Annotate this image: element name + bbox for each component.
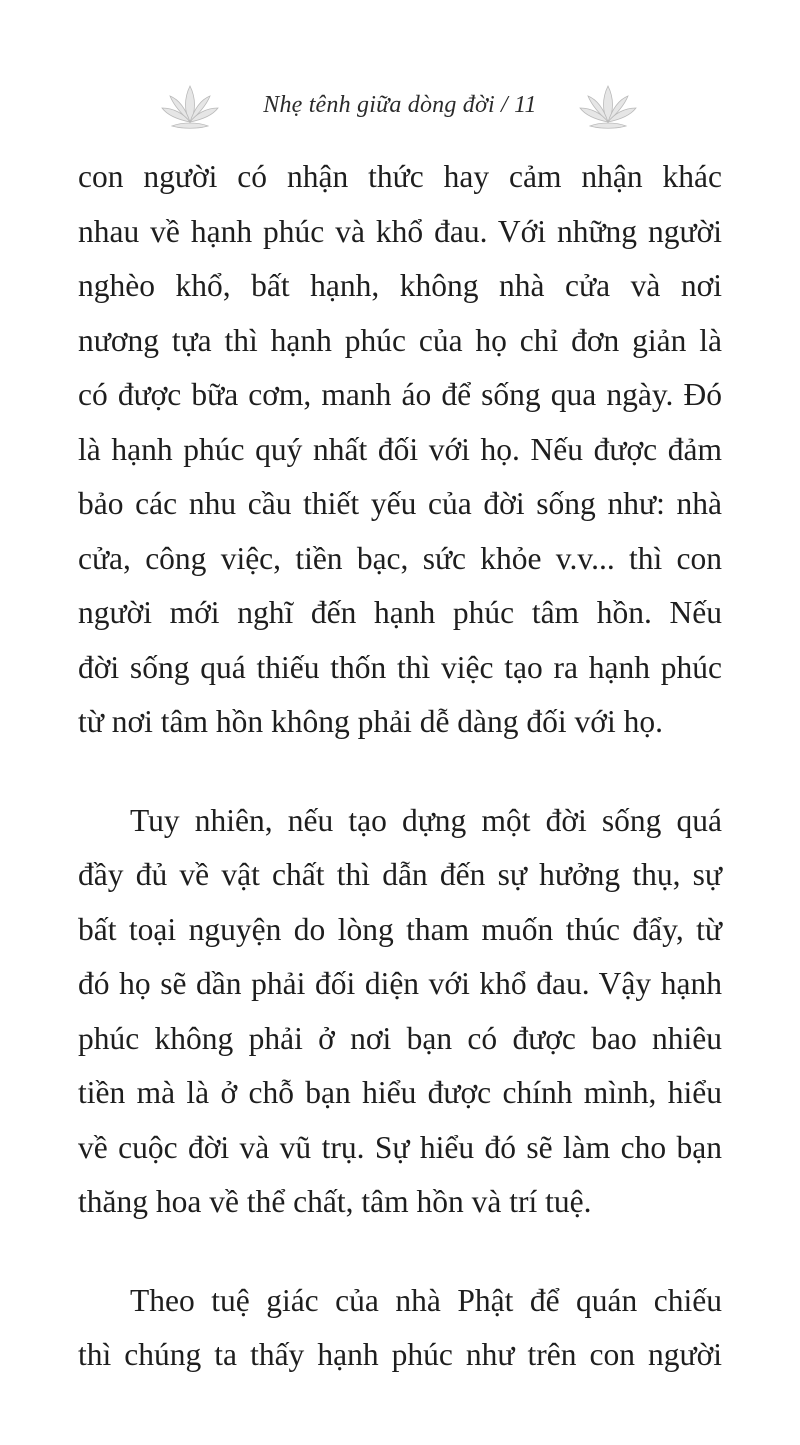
page-header (0, 78, 800, 138)
paragraph (78, 150, 722, 750)
text-line: nghèo khổ, bất hạnh, không nhà cửa và nơi (78, 268, 722, 303)
text-line: về cuộc đời và vũ trụ. Sự hiểu đó sẽ làm cho bạn (78, 1129, 722, 1165)
text-line: thăng hoa về thể chất, tâm hồn và trí tuệ. (78, 1184, 592, 1219)
body-text (78, 150, 722, 1383)
text-line: đó họ sẽ dần phải đối diện với khổ đau. Vậy hạnh (78, 966, 722, 1001)
paragraph (78, 794, 722, 1230)
text-line: bất toại nguyện do lòng tham muốn thúc đẩy, từ (78, 911, 722, 947)
text-line: phúc không phải ở nơi bạn có được bao nhiêu (78, 1020, 722, 1056)
text-line: cửa, công việc, tiền bạc, sức khỏe v.v... thì con (78, 540, 722, 576)
text-line: bảo các nhu cầu thiết yếu của đời sống như: nhà (78, 486, 722, 521)
lotus-icon (576, 78, 640, 134)
text-line: con người có nhận thức hay cảm nhận khác (78, 159, 722, 194)
text-line: đời sống quá thiếu thốn thì việc tạo ra hạnh phúc (78, 649, 722, 685)
running-head: Nhẹ tênh giữa dòng đời / 11 (263, 92, 537, 118)
text-line: người mới nghĩ đến hạnh phúc tâm hồn. Nếu (78, 595, 722, 630)
paragraph-gap (78, 1230, 722, 1274)
text-line: thì chúng ta thấy hạnh phúc như trên con người (78, 1337, 722, 1372)
text-line: Theo tuệ giác của nhà Phật để quán chiếu (130, 1282, 722, 1318)
paragraph-gap (78, 750, 722, 794)
text-line: Tuy nhiên, nếu tạo dựng một đời sống quá (130, 802, 722, 838)
text-line: đầy đủ về vật chất thì dẫn đến sự hưởng thụ, sự (78, 857, 722, 892)
paragraph (78, 1274, 722, 1383)
text-line: là hạnh phúc quý nhất đối với họ. Nếu được đảm (78, 431, 722, 467)
text-line: từ nơi tâm hồn không phải dễ dàng đối với họ. (78, 704, 663, 739)
text-line: nhau về hạnh phúc và khổ đau. Với những người (78, 213, 722, 249)
text-line: có được bữa cơm, manh áo để sống qua ngày. Đó (78, 377, 722, 412)
text-line: tiền mà là ở chỗ bạn hiểu được chính mình, hiểu (78, 1075, 722, 1110)
text-line: nương tựa thì hạnh phúc của họ chỉ đơn giản là (78, 322, 722, 358)
